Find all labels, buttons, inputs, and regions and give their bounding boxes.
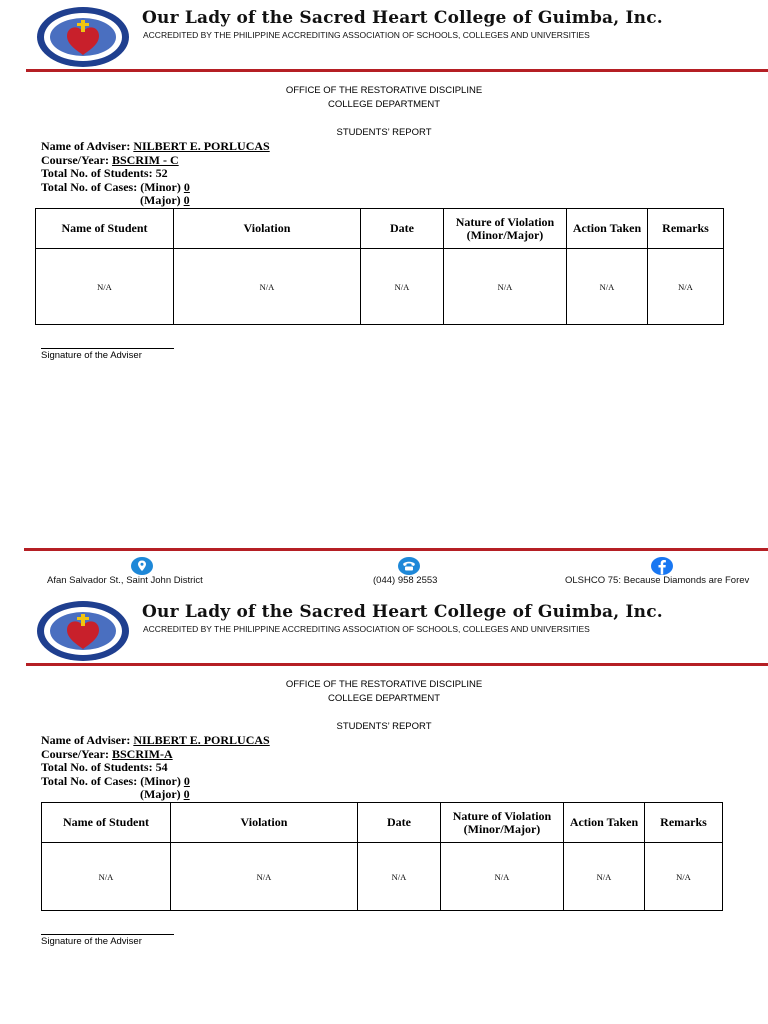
cell-violation: N/A xyxy=(171,843,358,911)
signature-label: Signature of the Adviser xyxy=(41,936,142,947)
cell-date: N/A xyxy=(358,843,441,911)
col-violation: Violation xyxy=(171,803,358,843)
office-heading xyxy=(0,84,768,112)
col-date: Date xyxy=(361,209,444,249)
minor-value: 0 xyxy=(183,179,190,194)
col-date: Date xyxy=(358,803,441,843)
page-footer xyxy=(0,548,768,590)
cell-remarks: N/A xyxy=(645,843,723,911)
signature-label: Signature of the Adviser xyxy=(41,350,142,361)
adviser-name: NILBERT E. PORLUCAS xyxy=(133,139,270,153)
office-name: OFFICE OF THE RESTORATIVE DISCIPLINE xyxy=(285,85,483,96)
footer-divider xyxy=(24,548,768,551)
col-nature-of-violation: Nature of Violation (Minor/Major) xyxy=(441,803,564,843)
footer-phone: (044) 958 2553 xyxy=(373,575,438,586)
report-title: STUDENTS’ REPORT xyxy=(336,127,432,138)
adviser-name: NILBERT E. PORLUCAS xyxy=(133,733,270,747)
col-violation: Violation xyxy=(174,209,361,249)
cell-violation: N/A xyxy=(174,249,361,325)
cell-student: N/A xyxy=(36,249,174,325)
students-line: Total No. of Students: 54 xyxy=(41,760,168,774)
signature-line xyxy=(41,348,174,349)
students-line: Total No. of Students: 52 xyxy=(41,166,168,180)
accreditation-line: ACCREDITED BY THE PHILIPPINE ACCREDITING ASSOCIATION OF SCHOOLS, COLLEGES AND UNIVERSITIES xyxy=(143,624,590,634)
report-title: STUDENTS’ REPORT xyxy=(336,721,432,732)
minor-value: 0 xyxy=(183,773,190,788)
students-value: 52 xyxy=(155,166,168,180)
col-action-taken: Action Taken xyxy=(564,803,645,843)
cell-remarks: N/A xyxy=(648,249,724,325)
minor-cases-line: Total No. of Cases: (Minor) 0 xyxy=(41,773,190,788)
header-divider xyxy=(26,69,768,72)
adviser-line: Name of Adviser: NILBERT E. PORLUCAS xyxy=(41,733,270,747)
header-divider xyxy=(26,663,768,666)
major-value: 0 xyxy=(183,193,190,207)
college-seal-logo xyxy=(36,600,130,662)
cell-student: N/A xyxy=(42,843,171,911)
adviser-line: Name of Adviser: NILBERT E. PORLUCAS xyxy=(41,139,270,153)
office-heading xyxy=(0,678,768,706)
office-name: OFFICE OF THE RESTORATIVE DISCIPLINE xyxy=(285,679,483,690)
course-value: BSCRIM - C xyxy=(111,152,179,167)
cell-action: N/A xyxy=(564,843,645,911)
table-header-row xyxy=(36,209,724,249)
report-page-2 xyxy=(0,594,768,1024)
col-action-taken: Action Taken xyxy=(567,209,648,249)
college-header xyxy=(0,0,768,72)
location-pin-icon xyxy=(131,557,153,575)
students-value: 54 xyxy=(155,760,168,774)
col-remarks: Remarks xyxy=(645,803,723,843)
college-name: Our Lady of the Sacred Heart College of Guimba, Inc. xyxy=(142,8,663,28)
department-name: COLLEGE DEPARTMENT xyxy=(327,99,441,110)
table-row xyxy=(36,249,724,325)
college-seal-logo xyxy=(36,6,130,68)
col-name-of-student: Name of Student xyxy=(36,209,174,249)
report-info xyxy=(41,140,270,208)
col-name-of-student: Name of Student xyxy=(42,803,171,843)
minor-cases-line: Total No. of Cases: (Minor) 0 xyxy=(41,179,190,194)
department-name: COLLEGE DEPARTMENT xyxy=(327,693,441,704)
table-row xyxy=(42,843,723,911)
footer-social: OLSHCO 75: Because Diamonds are Forev xyxy=(565,575,750,586)
col-nature-of-violation: Nature of Violation (Minor/Major) xyxy=(444,209,567,249)
cell-nature: N/A xyxy=(441,843,564,911)
major-cases-line: (Major) 0 xyxy=(140,787,190,801)
college-header xyxy=(0,594,768,666)
phone-icon xyxy=(398,557,420,575)
table-header-row xyxy=(42,803,723,843)
cell-action: N/A xyxy=(567,249,648,325)
major-cases-line: (Major) 0 xyxy=(140,193,190,207)
cases-table xyxy=(41,802,723,911)
cell-date: N/A xyxy=(361,249,444,325)
course-line: Course/Year: BSCRIM - C xyxy=(41,152,179,167)
course-line: Course/Year: BSCRIM-A xyxy=(41,746,173,761)
signature-line xyxy=(41,934,174,935)
cases-table xyxy=(35,208,724,325)
accreditation-line: ACCREDITED BY THE PHILIPPINE ACCREDITING ASSOCIATION OF SCHOOLS, COLLEGES AND UNIVERSITIES xyxy=(143,30,590,40)
major-value: 0 xyxy=(183,787,190,801)
col-remarks: Remarks xyxy=(648,209,724,249)
facebook-icon xyxy=(651,557,673,575)
course-value: BSCRIM-A xyxy=(111,746,173,761)
footer-address: Afan Salvador St., Saint John District xyxy=(47,575,203,586)
report-info xyxy=(41,734,270,802)
college-name: Our Lady of the Sacred Heart College of Guimba, Inc. xyxy=(142,602,663,622)
cell-nature: N/A xyxy=(444,249,567,325)
